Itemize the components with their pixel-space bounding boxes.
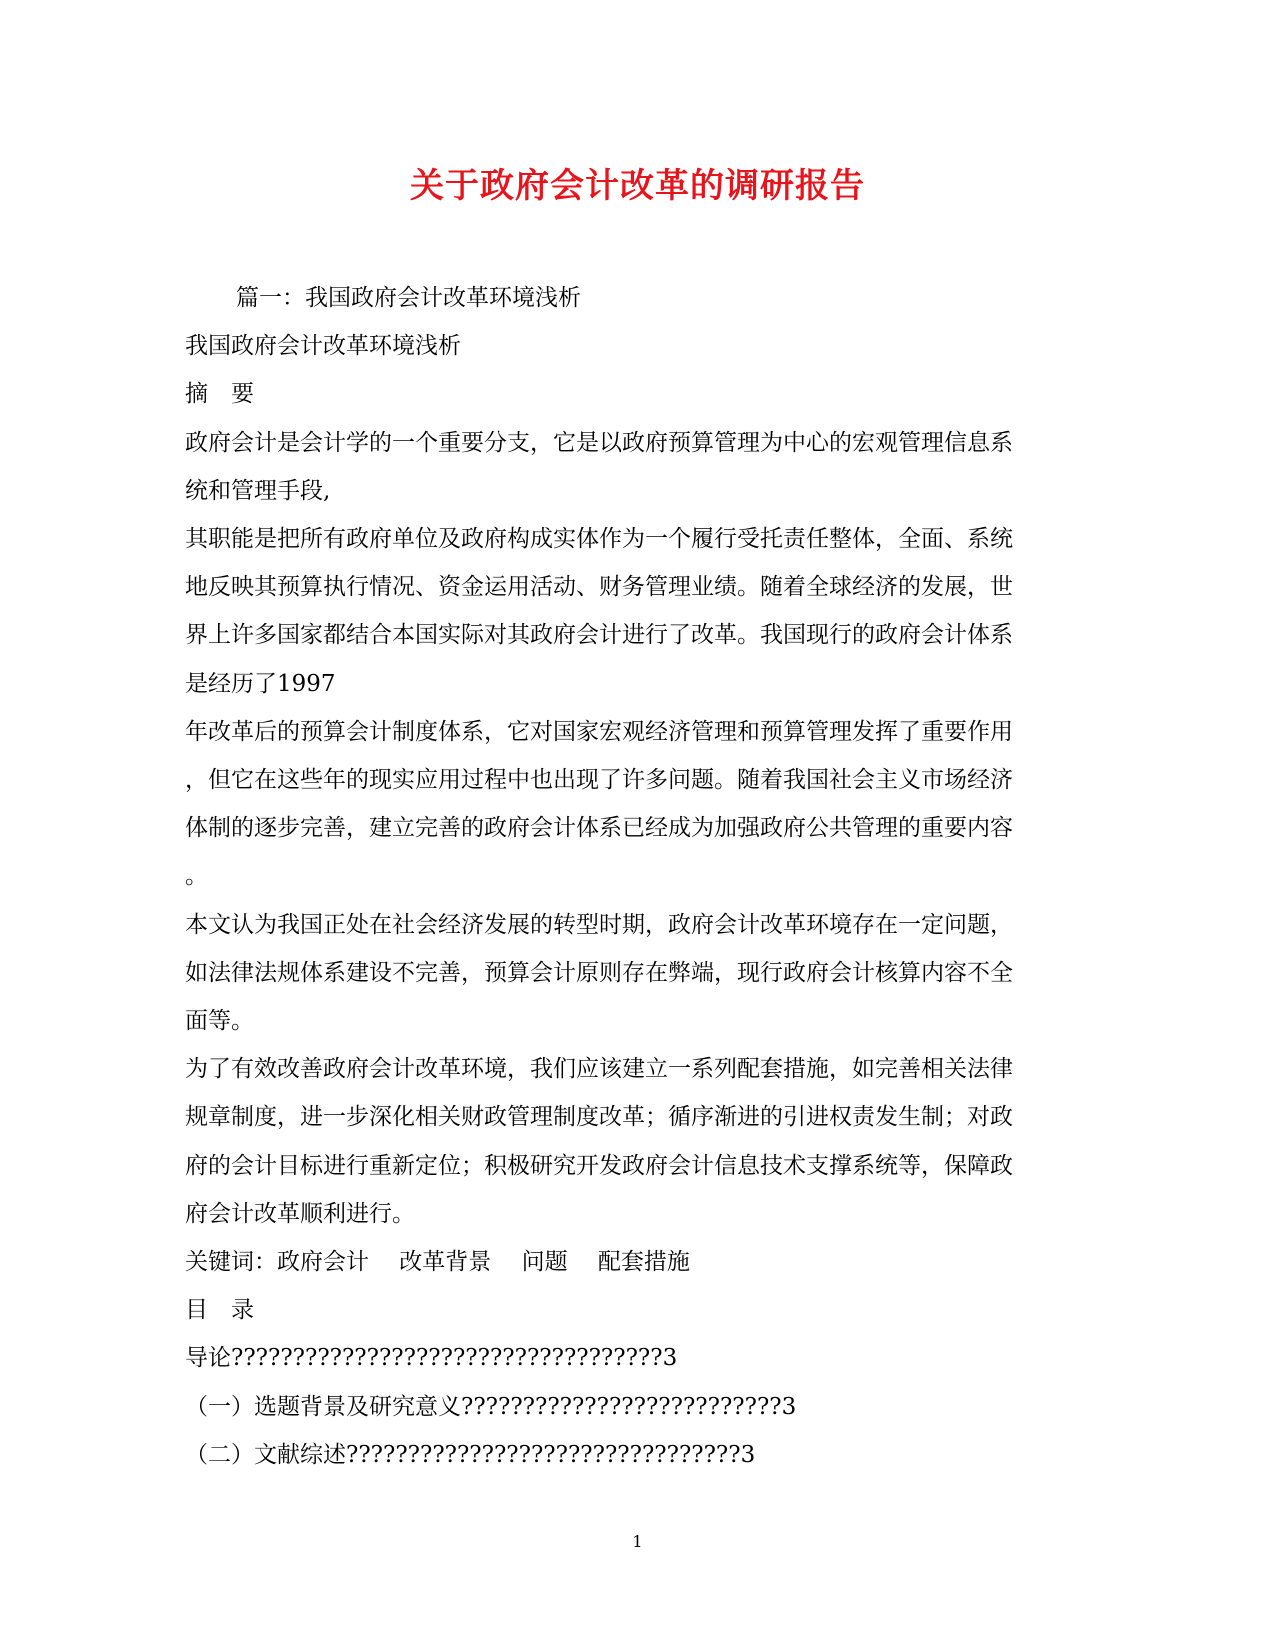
abstract-line: 如法律法规体系建设不完善，预算会计原则存在弊端，现行政府会计核算内容不全 xyxy=(185,959,1013,986)
toc-entry: 导论???????????????????????????????????3 xyxy=(185,1345,678,1372)
abstract-line: 政府会计是会计学的一个重要分支，它是以政府预算管理为中心的宏观管理信息系 xyxy=(185,429,1013,456)
abstract-line: 界上许多国家都结合本国实际对其政府会计进行了改革。我国现行的政府会计体系 xyxy=(185,622,1013,649)
abstract-line: 面等。 xyxy=(185,1008,254,1035)
abstract-line: 地反映其预算执行情况、资金运用活动、财务管理业绩。随着全球经济的发展，世 xyxy=(185,574,1013,601)
abstract-line: 府会计改革顺利进行。 xyxy=(185,1200,415,1227)
abstract-line: 府的会计目标进行重新定位；积极研究开发政府会计信息技术支撑系统等，保障政 xyxy=(185,1152,1013,1179)
abstract-heading: 摘 要 xyxy=(185,381,254,408)
abstract-line: 年改革后的预算会计制度体系，它对国家宏观经济管理和预算管理发挥了重要作用 xyxy=(185,718,1013,745)
section-heading: 篇一：我国政府会计改革环境浅析 xyxy=(236,285,581,311)
abstract-line: 规章制度，进一步深化相关财政管理制度改革；循序渐进的引进权责发生制；对政 xyxy=(185,1104,1013,1131)
page-number: 1 xyxy=(632,1532,643,1551)
abstract-line: 为了有效改善政府会计改革环境，我们应该建立一系列配套措施，如完善相关法律 xyxy=(185,1056,1013,1083)
abstract-line: 。 xyxy=(185,863,208,890)
abstract-line: ，但它在这些年的现实应用过程中也出现了许多问题。随着我国社会主义市场经济 xyxy=(185,767,1013,794)
toc-heading: 目 录 xyxy=(185,1297,254,1324)
abstract-line: 本文认为我国正处在社会经济发展的转型时期，政府会计改革环境存在一定问题， xyxy=(185,911,1013,938)
document-title: 关于政府会计改革的调研报告 xyxy=(410,166,865,206)
toc-entry: （一）选题背景及研究意义??????????????????????????3 xyxy=(185,1393,797,1420)
abstract-line: 是经历了1997 xyxy=(185,670,336,697)
abstract-line: 体制的逐步完善，建立完善的政府会计体系已经成为加强政府公共管理的重要内容 xyxy=(185,815,1013,842)
paper-title: 我国政府会计改革环境浅析 xyxy=(185,333,461,360)
toc-entry: （二）文献综述????????????????????????????????3 xyxy=(185,1441,756,1468)
document-body xyxy=(185,274,1085,1479)
abstract-line: 其职能是把所有政府单位及政府构成实体作为一个履行受托责任整体，全面、系统 xyxy=(185,526,1013,553)
keywords-line: 关键词：政府会计 改革背景 问题 配套措施 xyxy=(185,1249,690,1276)
abstract-line: 统和管理手段, xyxy=(185,477,331,504)
